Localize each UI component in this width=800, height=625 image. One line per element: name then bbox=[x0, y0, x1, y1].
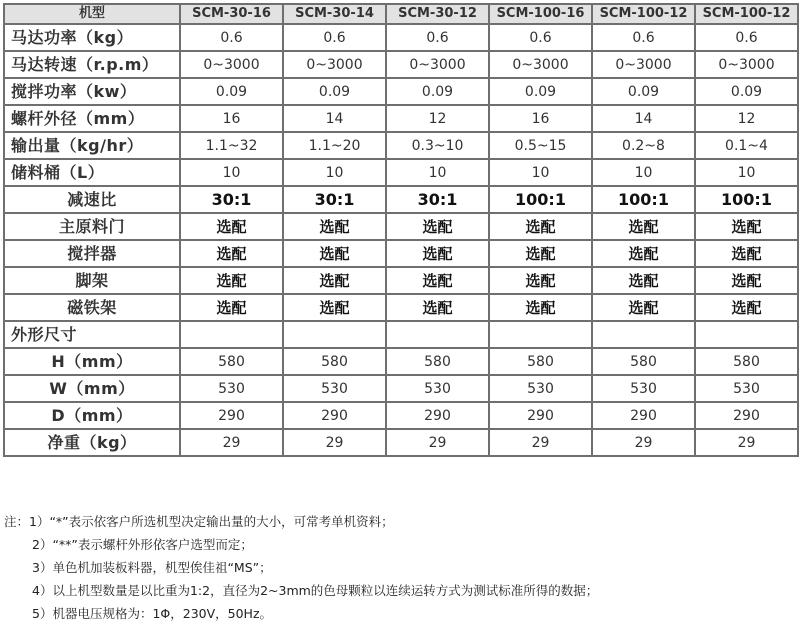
row-label: W（mm） bbox=[4, 375, 180, 402]
table-row bbox=[4, 186, 798, 213]
table-cell bbox=[489, 321, 592, 348]
note-line: 5）机器电压规格为：1Φ，230V，50Hz。 bbox=[32, 606, 273, 621]
table-row bbox=[4, 267, 798, 294]
table-row bbox=[4, 132, 798, 159]
table-row bbox=[4, 213, 798, 240]
table-cell: 0.6 bbox=[695, 24, 798, 51]
table-cell: 580 bbox=[489, 348, 592, 375]
table-cell: 0.09 bbox=[489, 78, 592, 105]
table-row bbox=[4, 51, 798, 78]
table-cell: 0.6 bbox=[489, 24, 592, 51]
table-cell: 选配 bbox=[283, 213, 386, 240]
row-label: 储料桶（L） bbox=[4, 159, 180, 186]
table-cell: 0.6 bbox=[180, 24, 283, 51]
row-label: 马达转速（r.p.m） bbox=[4, 51, 180, 78]
table-cell: 10 bbox=[592, 159, 695, 186]
row-label: 脚架 bbox=[4, 267, 180, 294]
table-cell: 1.1~32 bbox=[180, 132, 283, 159]
table-cell: 290 bbox=[386, 402, 489, 429]
table-cell: 580 bbox=[695, 348, 798, 375]
row-label: 搅拌器 bbox=[4, 240, 180, 267]
note-line: 3）单色机加装板料器，机型俟佳祖“MS”； bbox=[32, 560, 272, 575]
table-cell: 0~3000 bbox=[489, 51, 592, 78]
table-cell: 0.2~8 bbox=[592, 132, 695, 159]
table-cell: 14 bbox=[592, 105, 695, 132]
table-cell: 0~3000 bbox=[695, 51, 798, 78]
table-row bbox=[4, 78, 798, 105]
table-cell: 0.09 bbox=[386, 78, 489, 105]
table-cell bbox=[283, 321, 386, 348]
row-label: 螺杆外径（mm） bbox=[4, 105, 180, 132]
table-cell: 530 bbox=[386, 375, 489, 402]
table-cell: 选配 bbox=[489, 294, 592, 321]
table-cell: 16 bbox=[489, 105, 592, 132]
table-cell bbox=[592, 321, 695, 348]
table-cell: 290 bbox=[180, 402, 283, 429]
row-label: 主原料门 bbox=[4, 213, 180, 240]
table-cell: 选配 bbox=[283, 294, 386, 321]
table-cell: 选配 bbox=[283, 267, 386, 294]
table-cell bbox=[695, 321, 798, 348]
table-cell: 0~3000 bbox=[180, 51, 283, 78]
table-cell: 选配 bbox=[180, 294, 283, 321]
header-model-name: SCM-100-12 bbox=[592, 4, 695, 24]
table-cell: 选配 bbox=[592, 213, 695, 240]
table-row bbox=[4, 402, 798, 429]
table-cell: 0.6 bbox=[386, 24, 489, 51]
table-cell: 选配 bbox=[695, 240, 798, 267]
table-cell: 选配 bbox=[386, 240, 489, 267]
table-cell: 选配 bbox=[180, 213, 283, 240]
table-row bbox=[4, 375, 798, 402]
table-cell: 选配 bbox=[489, 213, 592, 240]
table-cell: 选配 bbox=[180, 240, 283, 267]
table-cell: 选配 bbox=[695, 267, 798, 294]
table-cell: 选配 bbox=[386, 294, 489, 321]
table-cell: 12 bbox=[386, 105, 489, 132]
table-cell: 16 bbox=[180, 105, 283, 132]
header-model-name: SCM-30-16 bbox=[180, 4, 283, 24]
table-cell: 选配 bbox=[592, 267, 695, 294]
header-model-label: 机型 bbox=[4, 4, 180, 24]
table-cell bbox=[386, 321, 489, 348]
table-cell: 选配 bbox=[283, 240, 386, 267]
header-row bbox=[4, 4, 798, 24]
table-cell: 29 bbox=[592, 429, 695, 456]
table-cell bbox=[180, 321, 283, 348]
table-cell: 选配 bbox=[489, 267, 592, 294]
row-label: H（mm） bbox=[4, 348, 180, 375]
table-cell: 580 bbox=[180, 348, 283, 375]
table-cell: 10 bbox=[180, 159, 283, 186]
header-model-name: SCM-100-12 bbox=[695, 4, 798, 24]
row-label: 搅拌功率（kw） bbox=[4, 78, 180, 105]
table-cell: 29 bbox=[180, 429, 283, 456]
row-label: 外形尺寸 bbox=[4, 321, 180, 348]
table-cell: 10 bbox=[283, 159, 386, 186]
table-cell: 580 bbox=[386, 348, 489, 375]
table-cell: 580 bbox=[592, 348, 695, 375]
table-cell: 0.1~4 bbox=[695, 132, 798, 159]
table-cell: 290 bbox=[283, 402, 386, 429]
table-cell: 选配 bbox=[386, 267, 489, 294]
table-cell: 530 bbox=[695, 375, 798, 402]
table-row bbox=[4, 159, 798, 186]
table-cell: 14 bbox=[283, 105, 386, 132]
table-cell: 0.09 bbox=[283, 78, 386, 105]
row-label: 马达功率（kg） bbox=[4, 24, 180, 51]
table-cell: 30:1 bbox=[283, 186, 386, 213]
table-row bbox=[4, 429, 798, 456]
note-line: 注：1）“*”表示依客户所选机型决定输出量的大小，可常考单机资料； bbox=[4, 514, 394, 529]
notes-section bbox=[4, 510, 796, 625]
row-label: 磁铁架 bbox=[4, 294, 180, 321]
table-cell: 0.6 bbox=[592, 24, 695, 51]
row-label: 减速比 bbox=[4, 186, 180, 213]
table-cell: 12 bbox=[695, 105, 798, 132]
table-row bbox=[4, 348, 798, 375]
table-cell: 选配 bbox=[592, 294, 695, 321]
table-cell: 530 bbox=[180, 375, 283, 402]
table-row bbox=[4, 294, 798, 321]
table-cell: 0.5~15 bbox=[489, 132, 592, 159]
table-cell: 0.09 bbox=[592, 78, 695, 105]
spec-table bbox=[3, 3, 799, 457]
table-cell: 580 bbox=[283, 348, 386, 375]
table-row bbox=[4, 321, 798, 348]
table-cell: 530 bbox=[489, 375, 592, 402]
table-row bbox=[4, 24, 798, 51]
table-cell: 选配 bbox=[489, 240, 592, 267]
table-cell: 0.09 bbox=[180, 78, 283, 105]
table-cell: 530 bbox=[592, 375, 695, 402]
row-label: 净重（kg） bbox=[4, 429, 180, 456]
table-cell: 1.1~20 bbox=[283, 132, 386, 159]
table-cell: 100:1 bbox=[489, 186, 592, 213]
table-cell: 29 bbox=[695, 429, 798, 456]
table-cell: 选配 bbox=[592, 240, 695, 267]
header-model-name: SCM-30-14 bbox=[283, 4, 386, 24]
table-cell: 290 bbox=[489, 402, 592, 429]
spec-table-body bbox=[4, 4, 798, 456]
table-cell: 100:1 bbox=[592, 186, 695, 213]
table-cell: 29 bbox=[386, 429, 489, 456]
table-cell: 290 bbox=[592, 402, 695, 429]
table-cell: 10 bbox=[695, 159, 798, 186]
table-cell: 290 bbox=[695, 402, 798, 429]
table-cell: 0~3000 bbox=[592, 51, 695, 78]
table-cell: 0.3~10 bbox=[386, 132, 489, 159]
header-model-name: SCM-30-12 bbox=[386, 4, 489, 24]
table-cell: 0.09 bbox=[695, 78, 798, 105]
note-line: 2）“**”表示螺杆外形依客户选型而定； bbox=[32, 537, 253, 552]
table-cell: 29 bbox=[283, 429, 386, 456]
table-cell: 选配 bbox=[386, 213, 489, 240]
table-cell: 选配 bbox=[180, 267, 283, 294]
table-cell: 530 bbox=[283, 375, 386, 402]
table-cell: 10 bbox=[489, 159, 592, 186]
table-cell: 0~3000 bbox=[386, 51, 489, 78]
table-cell: 0~3000 bbox=[283, 51, 386, 78]
table-cell: 选配 bbox=[695, 294, 798, 321]
table-cell: 10 bbox=[386, 159, 489, 186]
note-line: 4）以上机型数量是以比重为1:2，直径为2~3mm的色母颗粒以连续运转方式为测试标准所得的数据； bbox=[32, 583, 599, 598]
table-row bbox=[4, 240, 798, 267]
row-label: D（mm） bbox=[4, 402, 180, 429]
table-cell: 0.6 bbox=[283, 24, 386, 51]
table-cell: 选配 bbox=[695, 213, 798, 240]
header-model-name: SCM-100-16 bbox=[489, 4, 592, 24]
table-cell: 30:1 bbox=[180, 186, 283, 213]
table-cell: 30:1 bbox=[386, 186, 489, 213]
table-cell: 100:1 bbox=[695, 186, 798, 213]
row-label: 输出量（kg/hr） bbox=[4, 132, 180, 159]
table-cell: 29 bbox=[489, 429, 592, 456]
table-row bbox=[4, 105, 798, 132]
